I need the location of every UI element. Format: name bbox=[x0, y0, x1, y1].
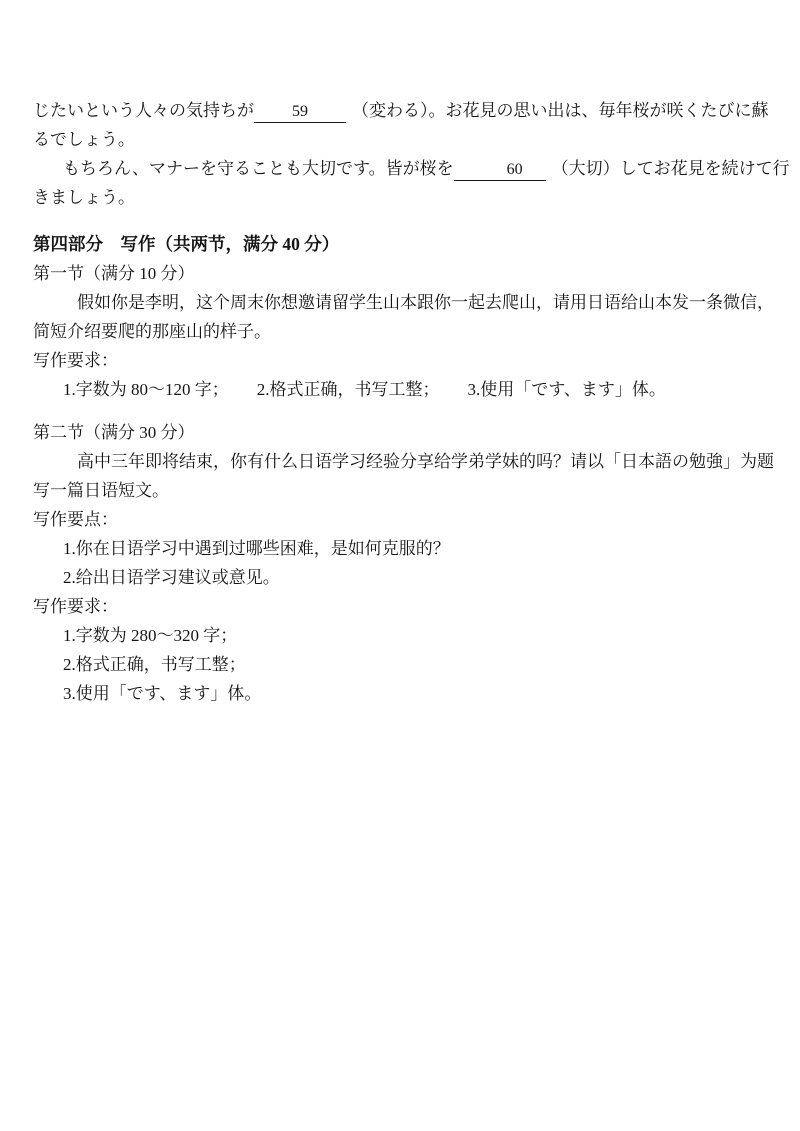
cloze-line-2: るでしょう。 bbox=[33, 130, 135, 149]
part-1-heading: 第一节（满分 10 分） bbox=[33, 264, 195, 283]
part-2-points-label: 写作要点： bbox=[33, 510, 118, 529]
cloze-line-1 bbox=[33, 96, 772, 125]
blank-59-field: 59 bbox=[254, 102, 346, 123]
part-2-heading: 第二节（满分 30 分） bbox=[33, 423, 195, 442]
cloze-line-1-pre: じたいという人々の気持ちが bbox=[33, 101, 254, 120]
cloze-line-3 bbox=[33, 154, 790, 183]
part-1-req-item-1: 1.字数为 80～120 字； bbox=[63, 380, 229, 399]
cloze-line-3-pre: もちろん、マナーを守ることも大切です。皆が桜を bbox=[63, 159, 454, 178]
part-2-req-item-3: 3.使用「です、ます」体。 bbox=[63, 684, 262, 703]
part-2-req-item-1: 1.字数为 280～320 字； bbox=[63, 626, 238, 645]
part-1-req-item-2: 2.格式正确，书写工整； bbox=[256, 380, 440, 399]
part-2-point-item-1: 1.你在日语学习中遇到过哪些困难，是如何克服的？ bbox=[63, 539, 450, 558]
part-2-point-item-2: 2.给出日语学习建议或意见。 bbox=[63, 568, 280, 587]
cloze-line-3-post: （大切）してお花見を続けて行 bbox=[551, 159, 790, 178]
cloze-line-4: きましょう。 bbox=[33, 188, 135, 207]
part-2-req-item-2: 2.格式正确，书写工整； bbox=[63, 655, 246, 674]
part-1-prompt-line-1: 假如你是李明，这个周末你想邀请留学生山本跟你一起去爬山，请用日语给山本发一条微信， bbox=[77, 293, 774, 312]
cloze-line-1-post: （変わる）。お花見の思い出は、毎年桜が咲くたびに蘇 bbox=[352, 101, 769, 120]
part-1-req-item-3: 3.使用「です、ます」体。 bbox=[467, 380, 666, 399]
section-4-title: 第四部分 写作（共两节，满分 40 分） bbox=[33, 234, 340, 254]
part-1-prompt-line-2: 简短介绍要爬的那座山的样子。 bbox=[33, 322, 271, 341]
part-2-prompt-line-2: 写一篇日语短文。 bbox=[33, 481, 169, 500]
part-1-requirements-label: 写作要求： bbox=[33, 351, 118, 370]
part-1-requirements-line bbox=[33, 375, 772, 404]
part-2-requirements-label: 写作要求： bbox=[33, 597, 118, 616]
part-2-prompt-line-1: 高中三年即将结束，你有什么日语学习经验分享给学弟学妹的吗？请以「日本語の勉強」为题 bbox=[77, 452, 774, 471]
blank-60-field: 60 bbox=[454, 160, 546, 181]
